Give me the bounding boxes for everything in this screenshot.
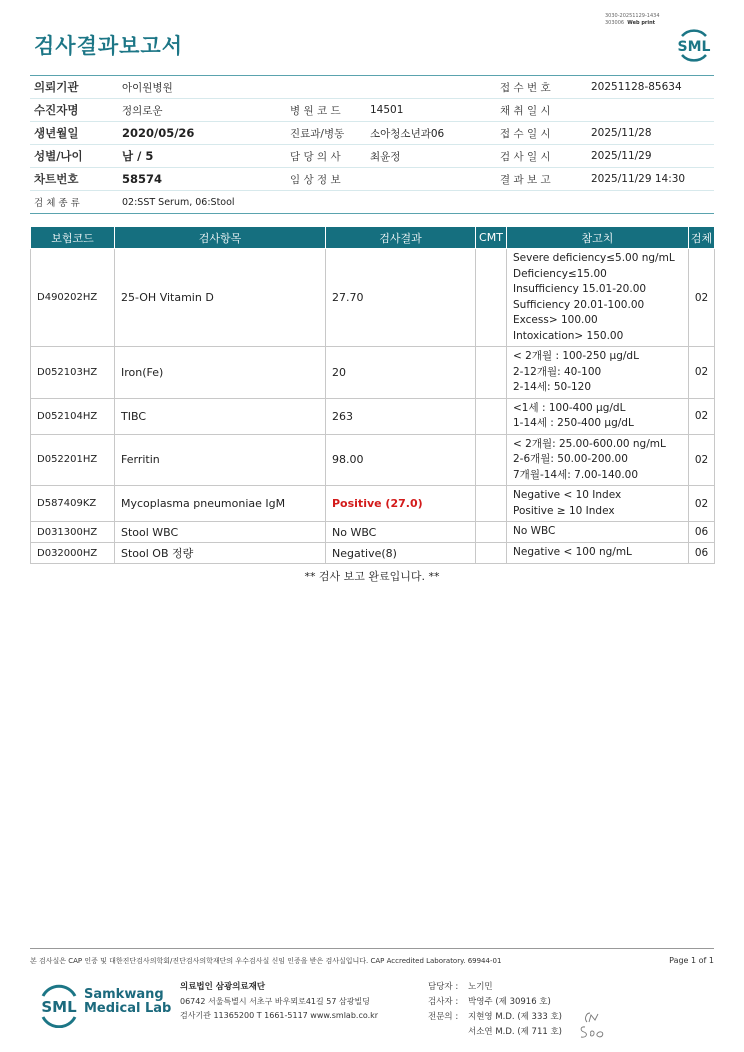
- reference-range: [507, 249, 689, 347]
- doctor-value: 최윤정: [370, 145, 500, 168]
- test-result-value: Negative(8): [332, 546, 397, 560]
- table-row: [31, 434, 715, 486]
- insurance-code: D052201HZ: [31, 434, 115, 486]
- completion-note: ** 검사 보고 완료입니다. **: [304, 570, 440, 583]
- reference-line: Severe deficiency≤5.00 ng/mL: [513, 252, 675, 264]
- print-meta-code: 303006: [605, 20, 625, 26]
- reference-range: [507, 522, 689, 543]
- reference-range: [507, 398, 689, 434]
- test-item: Stool OB 정량: [115, 543, 326, 564]
- results-table: [30, 226, 715, 564]
- sex-age-label: 성별/나이: [30, 145, 122, 168]
- test-result-value: 263: [332, 409, 353, 423]
- test-result: [326, 522, 476, 543]
- test-item: TIBC: [115, 398, 326, 434]
- doctor-label: 담 당 의 사: [290, 145, 370, 168]
- sml-logo-icon: [674, 24, 714, 64]
- reference-line: No WBC: [513, 525, 556, 538]
- insurance-code: D490202HZ: [31, 249, 115, 347]
- staff-list: [428, 980, 562, 1040]
- results-header-4: 참고치: [507, 227, 689, 249]
- reference-line: Deficiency≤15.00: [513, 267, 607, 280]
- results-header-0: 보험코드: [31, 227, 115, 249]
- reference-line: Negative < 10 Index: [513, 489, 622, 501]
- test-result-value: No WBC: [332, 525, 377, 539]
- cmt-value: [476, 486, 507, 522]
- cmt-value: [476, 522, 507, 543]
- staff-role: 담당자 :: [428, 982, 459, 992]
- staff-entry: [428, 980, 562, 995]
- test-result-value: 27.70: [332, 291, 364, 304]
- specimen-code: 02: [689, 434, 715, 486]
- brand-line-2: Medical Lab: [84, 1001, 172, 1016]
- clinical-info-label: 임 상 정 보: [290, 168, 370, 191]
- reference-line: Sufficiency 20.01-100.00: [513, 298, 645, 311]
- specimen-type-label: 검 체 종 류: [30, 191, 122, 214]
- results-header-5: 검체: [689, 227, 715, 249]
- reference-line: <1세 : 100-400 µg/dL: [513, 401, 626, 414]
- reference-line: Positive ≥ 10 Index: [513, 504, 615, 517]
- report-date-value: 2025/11/29 14:30: [591, 168, 714, 191]
- reference-range: [507, 434, 689, 486]
- patient-info-table: [30, 75, 714, 214]
- specimen-code: 02: [689, 486, 715, 522]
- collection-date-value: [591, 99, 714, 122]
- signature-2-icon: [578, 1024, 608, 1040]
- org-address: 06742 서울특별시 서초구 바우뫼로41길 57 삼광빌딩: [180, 996, 370, 1006]
- reference-range: [507, 486, 689, 522]
- reference-line: 2-12개월: 40-100: [513, 365, 602, 378]
- brand-line-1: Samkwang: [84, 987, 164, 1002]
- dept-value: 소아청소년과06: [370, 122, 500, 145]
- reference-range: [507, 543, 689, 564]
- org-name: 의료법인 삼광의료재단: [180, 982, 266, 992]
- staff-name: 지현영 M.D. (제 333 호): [468, 1012, 563, 1022]
- reference-range: [507, 347, 689, 399]
- test-result: [326, 543, 476, 564]
- reference-line: < 2개월 : 100-250 µg/dL: [513, 350, 639, 362]
- staff-name: 박영주 (제 30916 호): [468, 997, 551, 1007]
- cmt-value: [476, 347, 507, 399]
- sml-logo-text: SML: [677, 39, 711, 55]
- table-row: [31, 543, 715, 564]
- reference-line: 7개월-14세: 7.00-140.00: [513, 468, 639, 481]
- specimen-code: 06: [689, 543, 715, 564]
- insurance-code: D032000HZ: [31, 543, 115, 564]
- reference-line: Intoxication> 150.00: [513, 329, 624, 342]
- page-number: Page 1 of 1: [669, 956, 714, 965]
- table-row: [31, 486, 715, 522]
- reference-line: Insufficiency 15.01-20.00: [513, 283, 647, 295]
- insurance-code: D052103HZ: [31, 347, 115, 399]
- test-result: [326, 486, 476, 522]
- chart-no-value: 58574: [122, 168, 290, 191]
- clinical-info-value: [370, 168, 500, 191]
- test-result-value: Positive (27.0): [332, 497, 423, 510]
- sex-age-value: 남 / 5: [122, 145, 290, 168]
- insurance-code: D587409KZ: [31, 486, 115, 522]
- collection-date-label: 채 취 일 시: [500, 99, 591, 122]
- patient-label: 수진자명: [30, 99, 122, 122]
- results-header-2: 검사결과: [326, 227, 476, 249]
- sml-footer-logo-text: SML: [41, 998, 77, 1016]
- sml-footer-logo-icon: [36, 982, 82, 1028]
- test-item: Mycoplasma pneumoniae IgM: [115, 486, 326, 522]
- cmt-value: [476, 434, 507, 486]
- test-result: [326, 434, 476, 486]
- test-result: [326, 249, 476, 347]
- receipt-no-label: 접 수 번 호: [500, 76, 591, 99]
- hospital-code-label: 병 원 코 드: [290, 99, 370, 122]
- receipt-date-value: 2025/11/28: [591, 122, 714, 145]
- org-contact: 검사기관 11365200 T 1661-5117 www.smlab.co.kr: [180, 1011, 379, 1020]
- patient-value: 정의로운: [122, 99, 290, 122]
- chart-no-label: 차트번호: [30, 168, 122, 191]
- specimen-type-value: 02:SST Serum, 06:Stool: [122, 191, 714, 214]
- receipt-no-value: 20251128-85634: [591, 76, 714, 99]
- certification-note: 본 검사실은 CAP 인증 및 대한진단검사의학회/진단검사의학재단의 우수검사실 신임 인증을 받은 검사실입니다. CAP Accredited Laboratory. 69944-01: [30, 957, 502, 965]
- table-row: [31, 522, 715, 543]
- insurance-code: D052104HZ: [31, 398, 115, 434]
- specimen-code: 02: [689, 398, 715, 434]
- staff-name: 노기민: [468, 982, 493, 992]
- reference-line: 2-6개월: 50.00-200.00: [513, 453, 628, 465]
- requesting-org-value: 아이원병원: [122, 76, 500, 99]
- table-row: [31, 347, 715, 399]
- results-header-3: CMT: [476, 227, 507, 249]
- reference-line: Negative < 100 ng/mL: [513, 546, 632, 559]
- test-result-value: 98.00: [332, 453, 364, 467]
- dob-value: 2020/05/26: [122, 122, 290, 145]
- test-item: Iron(Fe): [115, 347, 326, 399]
- results-header-1: 검사항목: [115, 227, 326, 249]
- insurance-code: D031300HZ: [31, 522, 115, 543]
- test-result-value: 20: [332, 365, 346, 379]
- cmt-value: [476, 249, 507, 347]
- test-item: Stool WBC: [115, 522, 326, 543]
- brand-name: [84, 988, 171, 1016]
- reference-line: Excess> 100.00: [513, 314, 598, 326]
- requesting-org-label: 의뢰기관: [30, 76, 122, 99]
- reference-line: 1-14세 : 250-400 µg/dL: [513, 417, 634, 429]
- dept-label: 진료과/병동: [290, 122, 370, 145]
- print-meta-tag: Web print: [627, 20, 656, 26]
- signature-1-icon: [581, 1010, 603, 1024]
- cmt-value: [476, 398, 507, 434]
- dob-label: 생년월일: [30, 122, 122, 145]
- receipt-date-label: 접 수 일 시: [500, 122, 591, 145]
- cmt-value: [476, 543, 507, 564]
- test-date-label: 검 사 일 시: [500, 145, 591, 168]
- staff-entry: [428, 995, 562, 1010]
- print-meta: [605, 13, 660, 27]
- hospital-code-value: 14501: [370, 99, 500, 122]
- staff-entry: [428, 1025, 562, 1040]
- staff-entry: [428, 1010, 562, 1025]
- org-info: [180, 980, 378, 1024]
- staff-role: 검사자 :: [428, 997, 459, 1007]
- reference-line: 2-14세: 50-120: [513, 381, 592, 393]
- page-title: 검사결과보고서: [34, 34, 184, 58]
- test-item: Ferritin: [115, 434, 326, 486]
- test-date-value: 2025/11/29: [591, 145, 714, 168]
- table-row: [31, 249, 715, 347]
- staff-name: 서소연 M.D. (제 711 호): [468, 1027, 563, 1037]
- staff-role: 전문의 :: [428, 1012, 459, 1022]
- specimen-code: 02: [689, 249, 715, 347]
- specimen-code: 02: [689, 347, 715, 399]
- reference-line: < 2개월: 25.00-600.00 ng/mL: [513, 437, 666, 450]
- footer-divider: [30, 948, 714, 949]
- test-result: [326, 398, 476, 434]
- test-result: [326, 347, 476, 399]
- test-item: 25-OH Vitamin D: [115, 249, 326, 347]
- table-row: [31, 398, 715, 434]
- specimen-code: 06: [689, 522, 715, 543]
- print-meta-id: 3030-20251129-1434: [605, 13, 660, 19]
- report-date-label: 결 과 보 고: [500, 168, 591, 191]
